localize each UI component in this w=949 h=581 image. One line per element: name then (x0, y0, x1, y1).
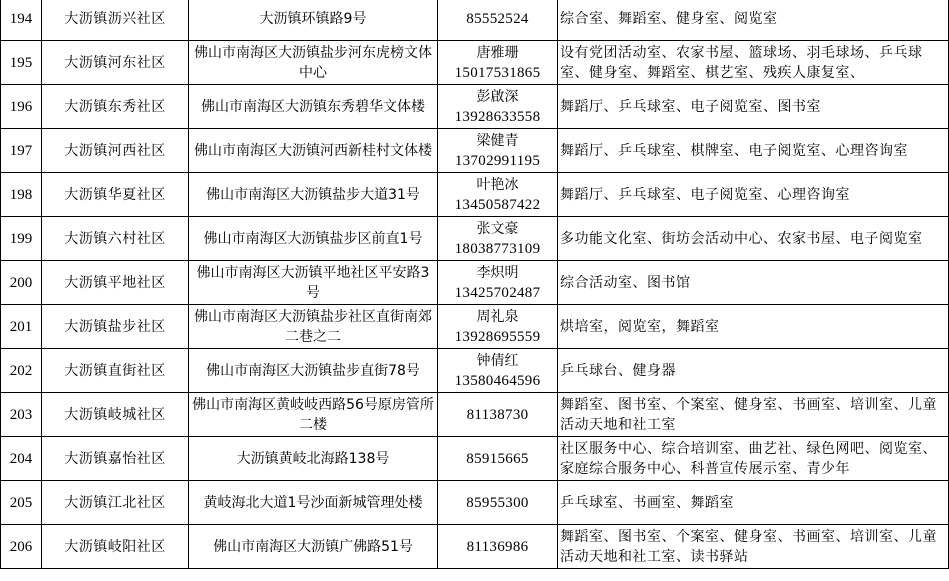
facilities: 舞蹈室、图书室、个案室、健身室、书画室、培训室、儿童活动天地和社工室、读书驿站 (558, 525, 949, 569)
row-number: 205 (1, 481, 42, 525)
facilities: 舞蹈厅、乒乓球室、棋牌室、电子阅览室、心理咨询室 (558, 129, 949, 173)
address: 佛山市南海区大沥镇盐步大道31号 (189, 173, 438, 217)
contact-person: 唐雅珊 (476, 44, 519, 61)
address: 大沥镇环镇路9号 (189, 0, 438, 41)
table-row (1, 217, 949, 261)
row-number: 204 (1, 437, 42, 481)
row-number: 194 (1, 0, 42, 41)
phone-number: 85552524 (466, 10, 529, 27)
table-row (1, 41, 949, 85)
phone-number: 13928695559 (454, 328, 541, 345)
phone-number: 81138730 (466, 406, 529, 423)
contact-cell (438, 393, 558, 437)
table-row (1, 85, 949, 129)
row-number: 196 (1, 85, 42, 129)
row-number: 195 (1, 41, 42, 85)
table-row (1, 173, 949, 217)
address: 大沥镇黄岐北海路138号 (189, 437, 438, 481)
contact-cell (438, 437, 558, 481)
facilities: 多功能文化室、街坊会活动中心、农家书屋、电子阅览室 (558, 217, 949, 261)
address: 黄岐海北大道1号沙面新城管理处楼 (189, 481, 438, 525)
community-name: 大沥镇河西社区 (42, 129, 189, 173)
phone-number: 13580464596 (454, 372, 541, 389)
contact-cell (438, 261, 558, 305)
contact-cell (438, 481, 558, 525)
table-row (1, 437, 949, 481)
table-row (1, 0, 949, 41)
contact-person: 钟倩红 (476, 352, 519, 369)
contact-cell (438, 129, 558, 173)
address: 佛山市南海区大沥镇河西新桂村文体楼 (189, 129, 438, 173)
address: 佛山市南海区大沥镇广佛路51号 (189, 525, 438, 569)
community-name: 大沥镇盐步社区 (42, 305, 189, 349)
table-row (1, 525, 949, 569)
address: 佛山市南海区大沥镇东秀碧华文体楼 (189, 85, 438, 129)
table-row (1, 481, 949, 525)
address: 佛山市南海区大沥镇盐步河东虎榜文体中心 (189, 41, 438, 85)
facilities: 舞蹈厅、乒乓球室、电子阅览室、心理咨询室 (558, 173, 949, 217)
community-name: 大沥镇平地社区 (42, 261, 189, 305)
phone-number: 13450587422 (454, 196, 541, 213)
contact-person: 张文豪 (476, 220, 519, 237)
community-name: 大沥镇河东社区 (42, 41, 189, 85)
facilities: 烘培室，阅览室，舞蹈室 (558, 305, 949, 349)
contact-person: 梁健青 (476, 132, 519, 149)
community-name: 大沥镇直街社区 (42, 349, 189, 393)
phone-number: 85955300 (466, 494, 529, 511)
address: 佛山市南海区黄岐岐西路56号原房管所二楼 (189, 393, 438, 437)
contact-person: 彭啟深 (476, 88, 519, 105)
contact-cell (438, 173, 558, 217)
facilities: 舞蹈厅、乒乓球室、电子阅览室、图书室 (558, 85, 949, 129)
row-number: 199 (1, 217, 42, 261)
community-name: 大沥镇沥兴社区 (42, 0, 189, 41)
facilities: 社区服务中心、综合培训室、曲艺社、绿色网吧、阅览室、家庭综合服务中心、科普宣传展示室、青少年 (558, 437, 949, 481)
row-number: 201 (1, 305, 42, 349)
community-name: 大沥镇六村社区 (42, 217, 189, 261)
address: 佛山市南海区大沥镇盐步区前直1号 (189, 217, 438, 261)
phone-number: 13702991195 (454, 152, 541, 169)
address: 佛山市南海区大沥镇盐步直街78号 (189, 349, 438, 393)
table-row (1, 129, 949, 173)
row-number: 202 (1, 349, 42, 393)
community-name: 大沥镇嘉怡社区 (42, 437, 189, 481)
phone-number: 13928633558 (454, 108, 541, 125)
facilities: 综合活动室、图书馆 (558, 261, 949, 305)
address: 佛山市南海区大沥镇盐步社区直街南郊二巷之二 (189, 305, 438, 349)
phone-number: 18038773109 (454, 240, 541, 257)
community-name: 大沥镇华夏社区 (42, 173, 189, 217)
table-row (1, 305, 949, 349)
phone-number: 13425702487 (454, 284, 541, 301)
community-name: 大沥镇岐阳社区 (42, 525, 189, 569)
contact-cell (438, 85, 558, 129)
contact-cell (438, 305, 558, 349)
table-row (1, 349, 949, 393)
facilities: 乒乓球台、健身器 (558, 349, 949, 393)
facilities: 设有党团活动室、农家书屋、篮球场、羽毛球场、乒乓球室、健身室、舞蹈室、棋艺室、残疾人康复室、 (558, 41, 949, 85)
row-number: 206 (1, 525, 42, 569)
contact-person: 叶艳冰 (476, 176, 519, 193)
contact-person: 李炽明 (476, 264, 519, 281)
contact-cell (438, 349, 558, 393)
contact-cell (438, 0, 558, 41)
phone-number: 81136986 (466, 538, 529, 555)
contact-cell (438, 217, 558, 261)
phone-number: 15017531865 (454, 64, 541, 81)
row-number: 203 (1, 393, 42, 437)
community-name: 大沥镇江北社区 (42, 481, 189, 525)
contact-cell (438, 525, 558, 569)
facilities: 综合室、舞蹈室、健身室、阅览室 (558, 0, 949, 41)
table-body (1, 0, 949, 569)
row-number: 197 (1, 129, 42, 173)
row-number: 198 (1, 173, 42, 217)
table-row (1, 261, 949, 305)
row-number: 200 (1, 261, 42, 305)
address: 佛山市南海区大沥镇平地社区平安路3号 (189, 261, 438, 305)
table-row (1, 393, 949, 437)
contact-cell (438, 41, 558, 85)
community-name: 大沥镇岐城社区 (42, 393, 189, 437)
phone-number: 85915665 (466, 450, 529, 467)
contact-person: 周礼泉 (476, 308, 519, 325)
facilities: 乒乓球室、书画室、舞蹈室 (558, 481, 949, 525)
facilities: 舞蹈室、图书室、个案室、健身室、书画室、培训室、儿童活动天地和社工室 (558, 393, 949, 437)
community-name: 大沥镇东秀社区 (42, 85, 189, 129)
